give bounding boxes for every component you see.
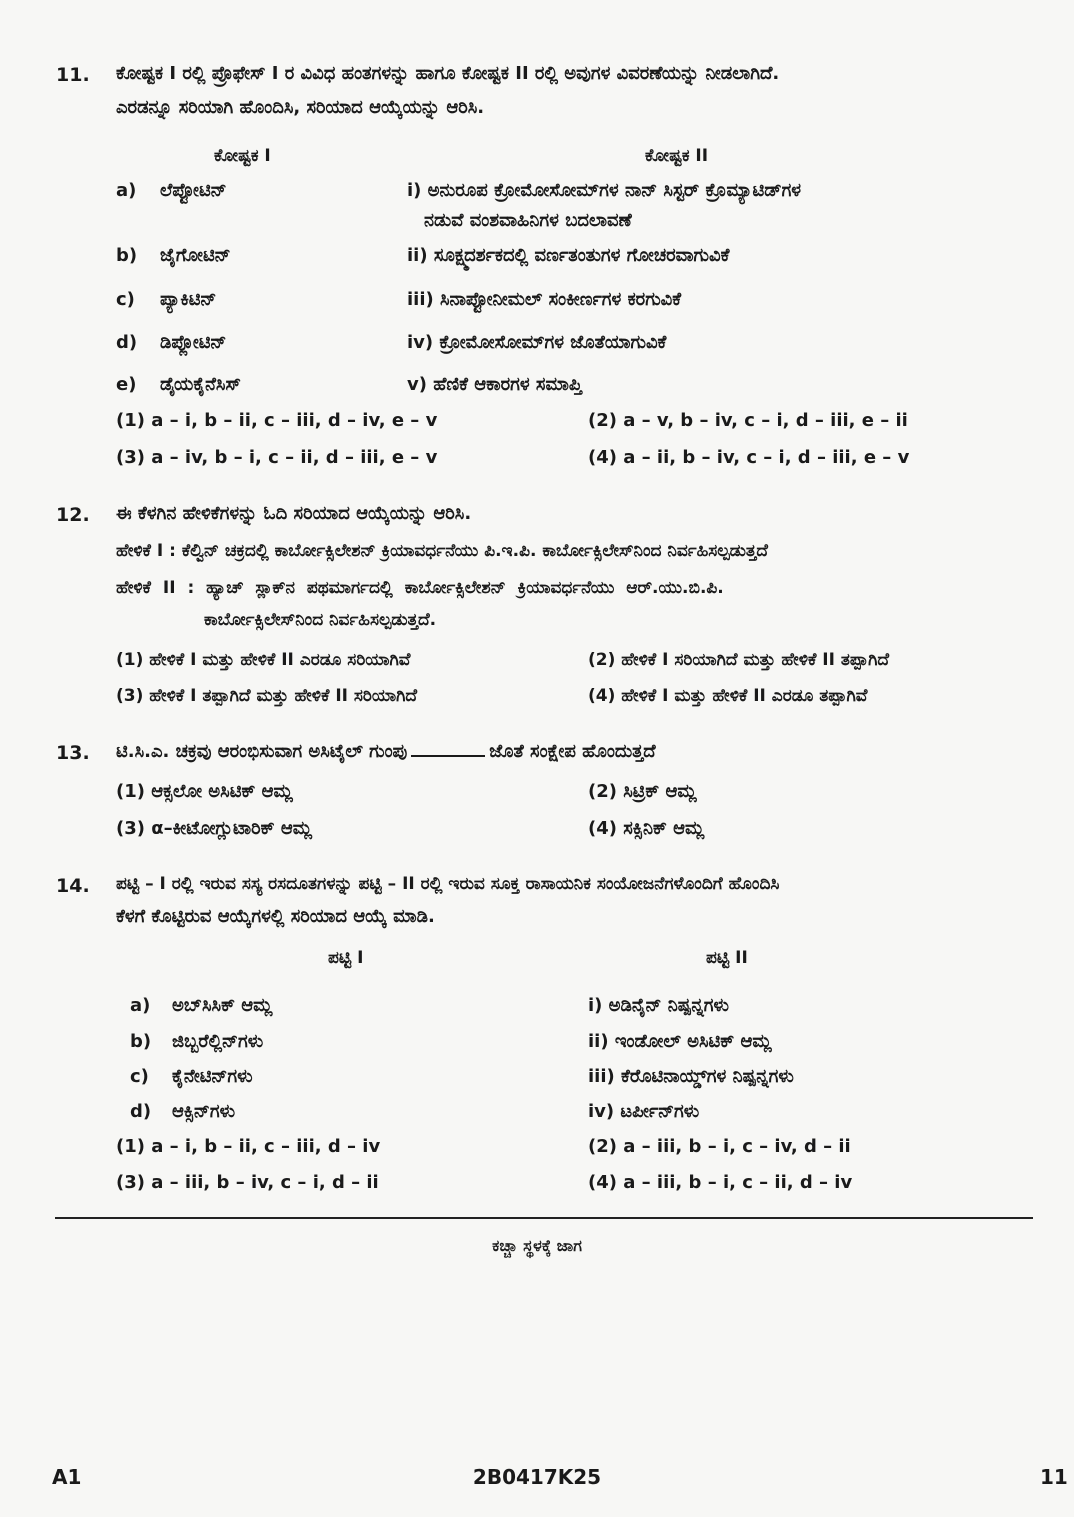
q14-row-c-left: ಕೈನೇಟಿನ್‌ಗಳು bbox=[172, 1066, 253, 1087]
q11-col2-header: ಕೋಷ್ಟಕ II bbox=[645, 146, 709, 166]
q11-row-b-right: ii) ಸೂಕ್ಷ್ಮದರ್ಶಕದಲ್ಲಿ ವರ್ಣತಂತುಗಳ ಗೋಚರವಾಗುವಿಕೆ bbox=[407, 245, 730, 266]
q12-number: 12. bbox=[56, 504, 90, 526]
q11-row-d-right: iv) ಕ್ರೋಮೋಸೋಮ್‌ಗಳ ಜೊತೆಯಾಗುವಿಕೆ bbox=[407, 332, 667, 353]
q14-number: 14. bbox=[56, 875, 90, 897]
q11-row-d-key: d) bbox=[116, 332, 138, 353]
q14-row-b-right: ii) ಇಂಡೋಲ್ ಅಸಿಟಿಕ್ ಆಮ್ಲ bbox=[588, 1031, 772, 1052]
q11-row-e-right: v) ಹೆಣಿಕೆ ಆಕಾರಗಳ ಸಮಾಪ್ತಿ bbox=[407, 374, 582, 395]
q13-option-4: (4) ಸಕ್ಸಿನಿಕ್ ಆಮ್ಲ bbox=[588, 818, 705, 839]
q12-option-2: (2) ಹೇಳಿಕೆ I ಸರಿಯಾಗಿದೆ ಮತ್ತು ಹೇಳಿಕೆ II ತಪ್ಪಾಗಿದೆ bbox=[588, 650, 890, 670]
q13-option-2: (2) ಸಿಟ್ರಿಕ್ ಆಮ್ಲ bbox=[588, 781, 697, 802]
q11-row-a-right: i) ಅನುರೂಪ ಕ್ರೋಮೋಸೋಮ್‌ಗಳ ನಾನ್ ಸಿಸ್ಟರ್ ಕ್ರೊಮ್ಯಾಟಿಡ್‌ಗಳ bbox=[407, 180, 802, 201]
footer-series-code: A1 bbox=[52, 1465, 82, 1489]
q11-row-a-key: a) bbox=[116, 180, 137, 201]
q14-stem-line1: ಪಟ್ಟಿ – I ರಲ್ಲಿ ಇರುವ ಸಸ್ಯ ರಸದೂತಗಳನ್ನು ಪಟ್ಟಿ – II ರಲ್ಲಿ ಇರುವ ಸೂಕ್ತ ರಾಸಾಯನಿಕ ಸಂಯೋಜನೆಗಳೊಂದಿಗೆ ಹೊಂದಿಸಿ bbox=[116, 874, 780, 894]
q12-option-3: (3) ಹೇಳಿಕೆ I ತಪ್ಪಾಗಿದೆ ಮತ್ತು ಹೇಳಿಕೆ II ಸರಿಯಾಗಿದೆ bbox=[116, 686, 418, 706]
footer-booklet-code: 2B0417K25 bbox=[472, 1465, 602, 1489]
q14-option-3: (3) a – iii, b – iv, c – i, d – ii bbox=[116, 1172, 379, 1193]
q13-number: 13. bbox=[56, 742, 90, 764]
q14-option-4: (4) a – iii, b – i, c – ii, d – iv bbox=[588, 1172, 853, 1193]
q12-statement-1: ಹೇಳಿಕೆ I : ಕೆಲ್ವಿನ್ ಚಕ್ರದಲ್ಲಿ ಕಾರ್ಬೋಕ್ಸಿಲೇಶನ್ ಕ್ರಿಯಾವರ್ಧನೆಯು ಪಿ.ಇ.ಪಿ. ಕಾರ್ಬೋಕ್ಸಿಲೇಸ್‌ನಿಂದ ನಿರ್ವಹಿಸಲ್ಪಡುತ್ತದೆ bbox=[116, 541, 768, 561]
q11-row-e-left: ಡೈಯಕೈನೆಸಿಸ್ bbox=[160, 374, 241, 395]
q14-row-b-key: b) bbox=[130, 1031, 152, 1052]
q14-option-2: (2) a – iii, b – i, c – iv, d – ii bbox=[588, 1136, 851, 1157]
q11-row-a-right-cont: ನಡುವೆ ವಂಶವಾಹಿನಿಗಳ ಬದಲಾವಣೆ bbox=[424, 210, 632, 231]
q11-col1-header: ಕೋಷ್ಟಕ I bbox=[214, 146, 271, 166]
footer-page-number: 11 bbox=[1040, 1465, 1068, 1489]
q11-stem-line2: ಎರಡನ್ನೂ ಸರಿಯಾಗಿ ಹೊಂದಿಸಿ, ಸರಿಯಾದ ಆಯ್ಕೆಯನ್ನು ಆರಿಸಿ. bbox=[116, 97, 485, 118]
q11-row-b-left: ಜೈಗೋಟಿನ್ bbox=[160, 245, 231, 266]
q14-col1-header: ಪಟ್ಟಿ I bbox=[328, 948, 364, 968]
q14-row-a-right: i) ಅಡಿನೈನ್ ನಿಷ್ಪನ್ನಗಳು bbox=[588, 995, 730, 1016]
q11-row-c-left: ಪ್ಯಾಕಿಟಿನ್ bbox=[160, 289, 217, 310]
q13-stem bbox=[116, 741, 656, 762]
q13-option-3: (3) α–ಕೀಟೋಗ್ಲುಟಾರಿಕ್ ಆಮ್ಲ bbox=[116, 818, 312, 839]
q11-row-d-left: ಡಿಪ್ಲೋಟಿನ್ bbox=[160, 332, 227, 353]
rough-work-divider bbox=[55, 1217, 1033, 1219]
q11-row-b-key: b) bbox=[116, 245, 138, 266]
q14-option-1: (1) a – i, b – ii, c – iii, d – iv bbox=[116, 1136, 381, 1157]
q13-option-1: (1) ಆಕ್ಸಲೋ ಅಸಿಟಿಕ್ ಆಮ್ಲ bbox=[116, 781, 293, 802]
q14-row-d-left: ಆಕ್ಸಿನ್‌ಗಳು bbox=[172, 1101, 236, 1122]
q11-row-a-left: ಲೆಪ್ಟೋಟಿನ್ bbox=[160, 180, 227, 201]
q11-stem-line1: ಕೋಷ್ಟಕ I ರಲ್ಲಿ ಪ್ರೊಫೇಸ್ I ರ ವಿವಿಧ ಹಂತಗಳನ್ನು ಹಾಗೂ ಕೋಷ್ಟಕ II ರಲ್ಲಿ ಅವುಗಳ ವಿವರಣೆಯನ್ನು ನೀಡಲಾಗಿದೆ. bbox=[116, 63, 780, 84]
q14-row-d-key: d) bbox=[130, 1101, 152, 1122]
q11-row-c-key: c) bbox=[116, 289, 135, 310]
q14-stem-line2: ಕೆಳಗೆ ಕೊಟ್ಟಿರುವ ಆಯ್ಕೆಗಳಲ್ಲಿ ಸರಿಯಾದ ಆಯ್ಕೆ ಮಾಡಿ. bbox=[116, 906, 435, 927]
q12-statement-2-line1: ಹೇಳಿಕೆ II : ಹ್ಯಾಚ್ ಸ್ಲಾಕ್‌ನ ಪಥಮಾರ್ಗದಲ್ಲಿ ಕಾರ್ಬೋಕ್ಸಿಲೇಶನ್ ಕ್ರಿಯಾವರ್ಧನೆಯು ಆರ್.ಯು.ಬಿ.ಪಿ. bbox=[116, 578, 724, 598]
q14-col2-header: ಪಟ್ಟಿ II bbox=[706, 948, 748, 968]
q11-row-c-right: iii) ಸಿನಾಪ್ಟೋನೀಮಲ್ ಸಂಕೀರ್ಣಗಳ ಕರಗುವಿಕೆ bbox=[407, 289, 682, 310]
q13-blank bbox=[411, 741, 485, 757]
q14-row-d-right: iv) ಟರ್ಪೀನ್‌ಗಳು bbox=[588, 1101, 700, 1122]
q13-stem-before: ಟಿ.ಸಿ.ಎ. ಚಕ್ರವು ಆರಂಭಿಸುವಾಗ ಅಸಿಟೈಲ್ ಗುಂಪು bbox=[116, 741, 408, 762]
q14-row-b-left: ಜಿಬ್ಬರೆಲ್ಲಿನ್‌ಗಳು bbox=[172, 1031, 264, 1052]
q11-option-4: (4) a – ii, b – iv, c – i, d – iii, e – v bbox=[588, 447, 910, 468]
q12-stem: ಈ ಕೆಳಗಿನ ಹೇಳಿಕೆಗಳನ್ನು ಓದಿ ಸರಿಯಾದ ಆಯ್ಕೆಯನ್ನು ಆರಿಸಿ. bbox=[116, 503, 472, 524]
q11-row-e-key: e) bbox=[116, 374, 137, 395]
q11-option-1: (1) a – i, b – ii, c – iii, d – iv, e – v bbox=[116, 410, 438, 431]
q12-statement-2-line2: ಕಾರ್ಬೋಕ್ಸಿಲೇಸ್‌ನಿಂದ ನಿರ್ವಹಿಸಲ್ಪಡುತ್ತದೆ. bbox=[204, 610, 437, 630]
q11-option-2: (2) a – v, b – iv, c – i, d – iii, e – ii bbox=[588, 410, 908, 431]
q14-row-c-right: iii) ಕೆರೊಟಿನಾಯ್ಡ್‌ಗಳ ನಿಷ್ಪನ್ನಗಳು bbox=[588, 1066, 794, 1087]
q14-row-a-key: a) bbox=[130, 995, 151, 1016]
q12-option-4: (4) ಹೇಳಿಕೆ I ಮತ್ತು ಹೇಳಿಕೆ II ಎರಡೂ ತಪ್ಪಾಗಿವೆ bbox=[588, 686, 868, 706]
q12-option-1: (1) ಹೇಳಿಕೆ I ಮತ್ತು ಹೇಳಿಕೆ II ಎರಡೂ ಸರಿಯಾಗಿವೆ bbox=[116, 650, 411, 670]
q14-row-a-left: ಅಬ್‌ಸಿಸಿಕ್ ಆಮ್ಲ bbox=[172, 995, 273, 1016]
q13-stem-after: ಜೊತೆ ಸಂಕ್ಷೇಪ ಹೊಂದುತ್ತದೆ bbox=[489, 741, 656, 762]
rough-work-label: ಕಚ್ಚಾ ಸ್ಥಳಕ್ಕೆ ಜಾಗ bbox=[492, 1236, 582, 1255]
q11-option-3: (3) a – iv, b – i, c – ii, d – iii, e – v bbox=[116, 447, 438, 468]
q11-number: 11. bbox=[56, 64, 90, 86]
q14-row-c-key: c) bbox=[130, 1066, 149, 1087]
